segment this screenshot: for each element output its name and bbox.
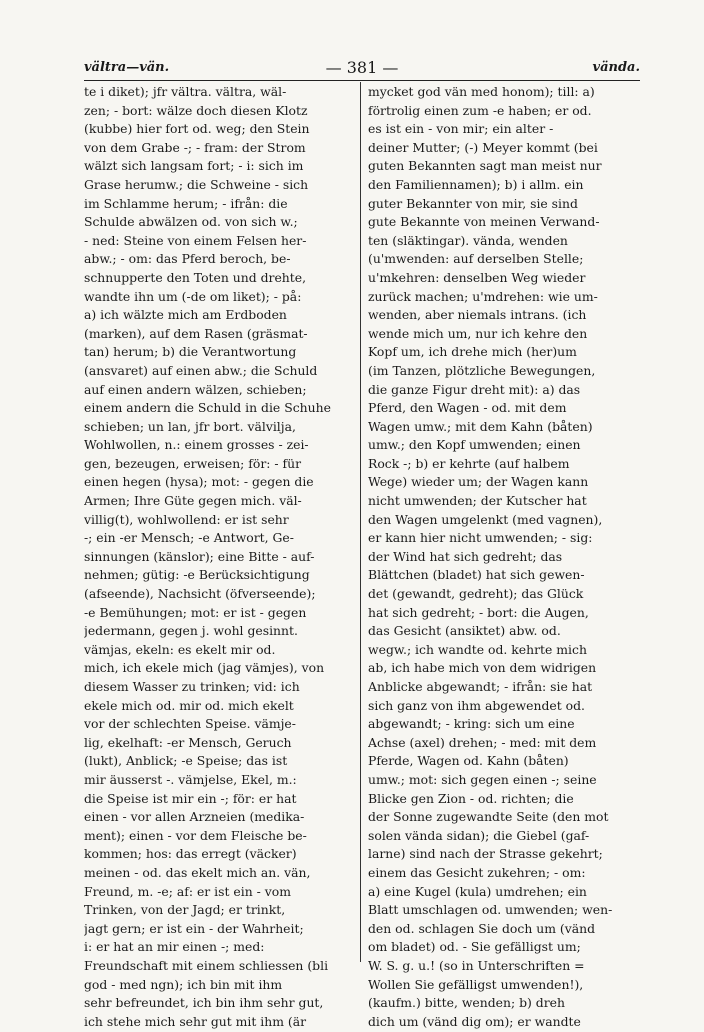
text-line: kommen; hos: das erregt (väcker) [84, 846, 297, 862]
text-line: ten (släktingar). vända, wenden [368, 232, 568, 248]
text-line: einem das Gesicht zukehren; - om: [368, 864, 586, 880]
text-line: guter Bekannter von mir, sie sind [368, 195, 578, 211]
text-line: (afseende), Nachsicht (öfverseende); [84, 586, 316, 602]
text-line: Wege) wieder um; der Wagen kann [368, 474, 589, 490]
text-line: god - med ngn); ich bin mit ihm [84, 976, 283, 992]
text-line: das Gesicht (ansiktet) abw. od. [368, 623, 561, 639]
text-line: ekele mich od. mir od. mich ekelt [84, 697, 294, 713]
text-line: förtrolig einen zum -e haben; er od. [368, 102, 592, 118]
text-line: om bladet) od. - Sie gefälligst um; [368, 939, 581, 955]
text-line: einen hegen (hysa); mot: - gegen die [84, 474, 314, 490]
text-line: Blatt umschlagen od. umwenden; wen- [368, 902, 613, 918]
text-line: wälzt sich langsam fort; - i: sich im [84, 158, 304, 174]
text-line: u'mkehren: denselben Weg wieder [368, 269, 586, 285]
text-line: die Speise ist mir ein -; för: er hat [84, 790, 297, 806]
text-line: der Sonne zugewandte Seite (den mot [368, 809, 609, 825]
text-line: ment); einen - vor dem Fleische be- [84, 827, 307, 843]
text-line: tan) herum; b) die Verantwortung [84, 344, 297, 360]
text-line: Wagen umw.; mit dem Kahn (båten) [368, 418, 593, 434]
text-line: auf einen andern wälzen, schieben; [84, 381, 307, 397]
text-line: Freund, m. -e; af: er ist ein - vom [84, 883, 291, 899]
text-line: abw.; - om: das Pferd beroch, be- [84, 251, 291, 267]
text-line: hat sich gedreht; - bort: die Augen, [368, 604, 589, 620]
text-line: -e Bemühungen; mot: er ist - gegen [84, 604, 307, 620]
text-line: Wollen Sie gefälligst umwenden!), [368, 976, 584, 992]
text-line: im Schlamme herum; - ifrån: die [84, 195, 288, 211]
text-line: - ned: Steine von einem Felsen her- [84, 232, 307, 248]
text-line: wandte ihn um (-de om liket); - på: [84, 288, 302, 304]
text-line: Grase herumw.; die Schweine - sich [84, 176, 309, 192]
text-line: i: er hat an mir einen -; med: [84, 939, 265, 955]
text-line: (u'mwenden: auf derselben Stelle; [368, 251, 584, 267]
text-line: schieben; un lan, jfr bort. välvilja, [84, 418, 296, 434]
page-number: — 381 — [325, 58, 399, 77]
text-line: Achse (axel) drehen; - med: mit dem [368, 734, 597, 750]
text-line: die ganze Figur dreht mit): a) das [368, 381, 581, 397]
text-line: Blättchen (bladet) hat sich gewen- [368, 567, 585, 583]
text-line: (im Tanzen, plötzliche Bewegungen, [368, 362, 596, 378]
text-line: ich stehe mich sehr gut mit ihm (är [84, 1013, 307, 1029]
text-line: mich, ich ekele mich (jag vämjes), von [84, 660, 325, 676]
text-line: Pferde, Wagen od. Kahn (båten) [368, 753, 569, 769]
text-line: nicht umwenden; der Kutscher hat [368, 493, 587, 509]
text-line: sehr befreundet, ich bin ihm sehr gut, [84, 995, 324, 1011]
right-column [368, 83, 638, 1031]
column-divider [360, 82, 361, 962]
text-line: Pferd, den Wagen - od. mit dem [368, 400, 567, 416]
text-line: mir äusserst -. vämjelse, Ekel, m.: [84, 771, 297, 787]
text-line: larne) sind nach der Strasse gekehrt; [368, 846, 603, 862]
text-line: Kopf um, ich drehe mich (her)um [368, 344, 577, 360]
text-line: schnupperte den Toten und drehte, [84, 269, 307, 285]
text-line: Trinken, von der Jagd; er trinkt, [84, 902, 286, 918]
text-line: umw.; mot: sich gegen einen -; seine [368, 771, 597, 787]
text-line: lig, ekelhaft: -er Mensch, Geruch [84, 734, 292, 750]
running-head-right: vända. [592, 60, 640, 75]
text-line: det (gewandt, gedreht); das Glück [368, 586, 584, 602]
text-line: wegw.; ich wandte od. kehrte mich [368, 641, 587, 657]
text-line: -; ein -er Mensch; -e Antwort, Ge- [84, 530, 294, 546]
text-line: wenden, aber niemals intrans. (ich [368, 307, 587, 323]
text-line: (kubbe) hier fort od. weg; den Stein [84, 121, 310, 137]
text-line: er kann hier nicht umwenden; - sig: [368, 530, 593, 546]
text-line: Anblicke abgewandt; - ifrån: sie hat [368, 679, 593, 694]
text-line: deiner Mutter; (-) Meyer kommt (bei [368, 139, 598, 155]
text-line: ab, ich habe mich von dem widrigen [368, 660, 597, 676]
left-column [84, 83, 354, 1031]
text-line: zurück machen; u'mdrehen: wie um- [368, 288, 598, 304]
text-line: (ansvaret) auf einen abw.; die Schuld [84, 362, 318, 378]
text-line: einen - vor allen Arzneien (medika- [84, 809, 305, 825]
text-line: Blicke gen Zion - od. richten; die [368, 790, 574, 806]
text-line: jedermann, gegen j. wohl gesinnt. [84, 623, 298, 639]
text-line: vämjas, ekeln: es ekelt mir od. [84, 641, 276, 657]
text-line: den Familiennamen); b) i allm. ein [368, 176, 584, 192]
text-line: dich um (vänd dig om); er wandte [368, 1013, 581, 1029]
text-line: Wohlwollen, n.: einem grosses - zei- [84, 437, 309, 453]
text-line: nehmen; gütig: -e Berücksichtigung [84, 567, 310, 583]
text-line: Rock -; b) er kehrte (auf halbem [368, 455, 570, 471]
text-line: a) eine Kugel (kula) umdrehen; ein [368, 883, 587, 899]
text-line: gen, bezeugen, erweisen; för: - für [84, 455, 301, 471]
text-line: sich ganz von ihm abgewendet od. [368, 697, 585, 713]
text-line: mycket god vän med honom); till: a) [368, 84, 595, 99]
text-line: (marken), auf dem Rasen (gräsmat- [84, 325, 308, 341]
text-line: von dem Grabe -; - fram: der Strom [84, 139, 306, 155]
text-line: (lukt), Anblick; -e Speise; das ist [84, 753, 288, 769]
text-line: diesem Wasser zu trinken; vid: ich [84, 679, 300, 694]
text-line: W. S. g. u.! (so in Unterschriften = [368, 957, 585, 973]
text-line: meinen - od. das ekelt mich an. vän, [84, 864, 311, 880]
header-rule [84, 80, 640, 81]
text-line: abgewandt; - kring: sich um eine [368, 716, 575, 732]
text-line: (kaufm.) bitte, wenden; b) dreh [368, 995, 565, 1011]
running-head-left: vältra—vän. [84, 60, 170, 75]
text-line: zen; - bort: wälze doch diesen Klotz [84, 102, 308, 118]
text-line: der Wind hat sich gedreht; das [368, 548, 563, 564]
text-line: te i diket); jfr vältra. vältra, wäl- [84, 84, 287, 99]
text-line: Schulde abwälzen od. von sich w.; [84, 214, 298, 230]
text-line: den od. schlagen Sie doch um (vänd [368, 920, 596, 936]
text-line: umw.; den Kopf umwenden; einen [368, 437, 581, 453]
text-line: solen vända sidan); die Giebel (gaf- [368, 827, 590, 843]
text-line: einem andern die Schuld in die Schuhe [84, 400, 331, 416]
text-line: jagt gern; er ist ein - der Wahrheit; [84, 920, 304, 936]
text-line: Armen; Ihre Güte gegen mich. väl- [84, 493, 302, 509]
text-line: gute Bekannte von meinen Verwand- [368, 214, 600, 230]
page-header [84, 58, 640, 82]
text-line: wende mich um, nur ich kehre den [368, 325, 588, 341]
text-line: den Wagen umgelenkt (med vagnen), [368, 511, 603, 527]
text-line: guten Bekannten sagt man meist nur [368, 158, 602, 174]
text-line: sinnungen (känslor); eine Bitte - auf- [84, 548, 315, 564]
text-line: vor der schlechten Speise. vämje- [84, 716, 296, 732]
text-line: villig(t), wohlwollend: er ist sehr [84, 511, 289, 527]
text-line: Freundschaft mit einem schliessen (bli [84, 957, 329, 973]
text-line: es ist ein - von mir; ein alter - [368, 121, 554, 137]
text-line: a) ich wälzte mich am Erdboden [84, 307, 287, 323]
